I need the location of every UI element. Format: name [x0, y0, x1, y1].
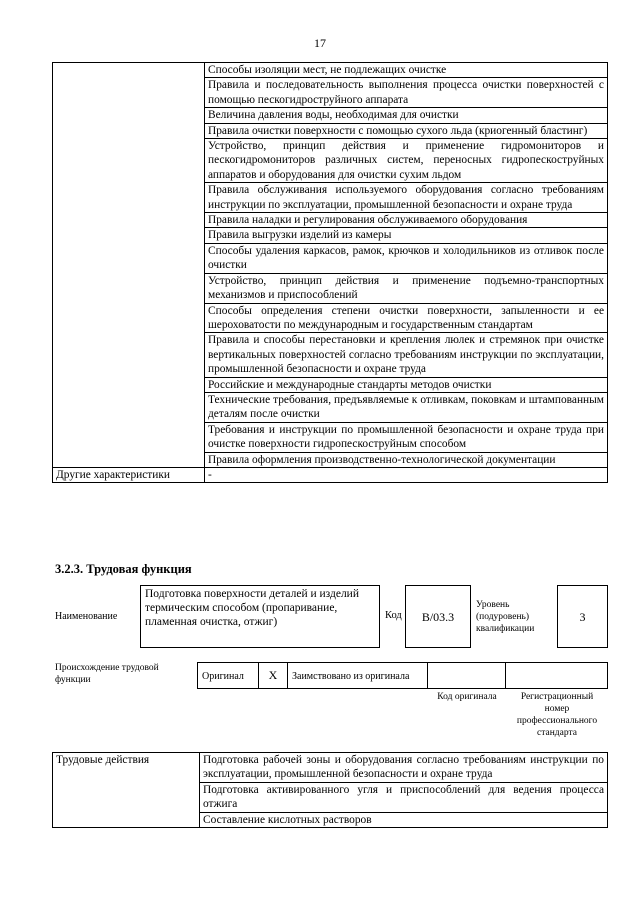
knowledge-item: Правила очистки поверхности с помощью сухого льда (криогенный бластинг): [205, 123, 608, 138]
function-name: Подготовка поверхности деталей и изделий термическим способом (пропаривание, пламенная очистка, отжиг): [140, 585, 380, 648]
knowledge-item: Способы определения степени очистки поверхности, запыленности и ее шероховатости по международным и государственным стандартам: [205, 303, 608, 333]
other-characteristics-value: -: [205, 467, 608, 482]
other-characteristics-label: Другие характеристики: [53, 467, 205, 482]
original-mark: X: [258, 662, 288, 689]
knowledge-item: Правила наладки и регулирования обслуживаемого оборудования: [205, 213, 608, 228]
borrowed-label: Заимствовано из оригинала: [287, 662, 428, 689]
action-item: Подготовка активированного угля и приспособлений для ведения процесса отжига: [200, 782, 608, 812]
knowledge-item: Российские и международные стандарты методов очистки: [205, 377, 608, 392]
other-characteristics-row: [53, 467, 608, 482]
knowledge-row: [53, 63, 608, 78]
knowledge-item: Правила выгрузки изделий из камеры: [205, 228, 608, 243]
code-original-caption: Код оригинала: [437, 692, 497, 702]
section-title: 3.2.3. Трудовая функция: [55, 562, 192, 576]
knowledge-item: Способы удаления каркасов, рамок, крючков и холодильников из отливок после очистки: [205, 243, 608, 273]
actions-label: Трудовые действия: [53, 753, 200, 828]
origin-label: Происхождение трудовой функции: [55, 663, 159, 685]
function-code: В/03.3: [405, 585, 471, 648]
original-label: Оригинал: [197, 662, 259, 689]
code-label: Код: [385, 610, 402, 621]
code-original-cell: [427, 662, 506, 689]
action-item: Составление кислотных растворов: [200, 812, 608, 827]
actions-table: [52, 752, 608, 828]
action-row: [53, 753, 608, 783]
knowledge-item: Требования и инструкции по промышленной безопасности и охране труда при очистке поверхности гидропескоструйным способом: [205, 422, 608, 452]
knowledge-label-cell: [53, 63, 205, 468]
knowledge-item: Способы изоляции мест, не подлежащих очистке: [205, 63, 608, 78]
knowledge-item: Правила и последовательность выполнения процесса очистки поверхностей с помощью пескогидроструйного аппарата: [205, 78, 608, 108]
knowledge-item: Правила обслуживания используемого оборудования согласно требованиям инструкции по эксплуатации, промышленной безопасности и охране труда: [205, 183, 608, 213]
page-number: 17: [314, 36, 326, 50]
knowledge-item: Технические требования, предъявляемые к отливкам, поковкам и штампованным деталям после очистки: [205, 392, 608, 422]
knowledge-item: Правила и способы перестановки и крепления люлек и стремянок при очистке вертикальных поверхностей согласно требованиям инструкции по эксплуатации, промышленной безопасности и охране труда: [205, 333, 608, 377]
knowledge-table: [52, 62, 608, 483]
knowledge-item: Устройство, принцип действия и применение подъемно-транспортных механизмов и приспособлений: [205, 273, 608, 303]
knowledge-item: Величина давления воды, необходимая для очистки: [205, 108, 608, 123]
reg-number-caption: Регистрационный номер профессионального стандарта: [516, 692, 598, 738]
knowledge-item: Устройство, принцип действия и применение гидромониторов и пескогидромониторов различных систем, переносных гидропескоструйных аппаратов и оборудования для очистки сухим льдом: [205, 139, 608, 183]
level-label: Уровень (подуровень) квалификации: [476, 600, 535, 634]
qualification-level: 3: [557, 585, 608, 648]
name-label: Наименование: [55, 611, 118, 622]
reg-number-cell: [505, 662, 608, 689]
knowledge-item: Правила оформления производственно-технологической документации: [205, 452, 608, 467]
action-item: Подготовка рабочей зоны и оборудования согласно требованиям инструкции по эксплуатации, промышленной безопасности и охране труда: [200, 753, 608, 783]
